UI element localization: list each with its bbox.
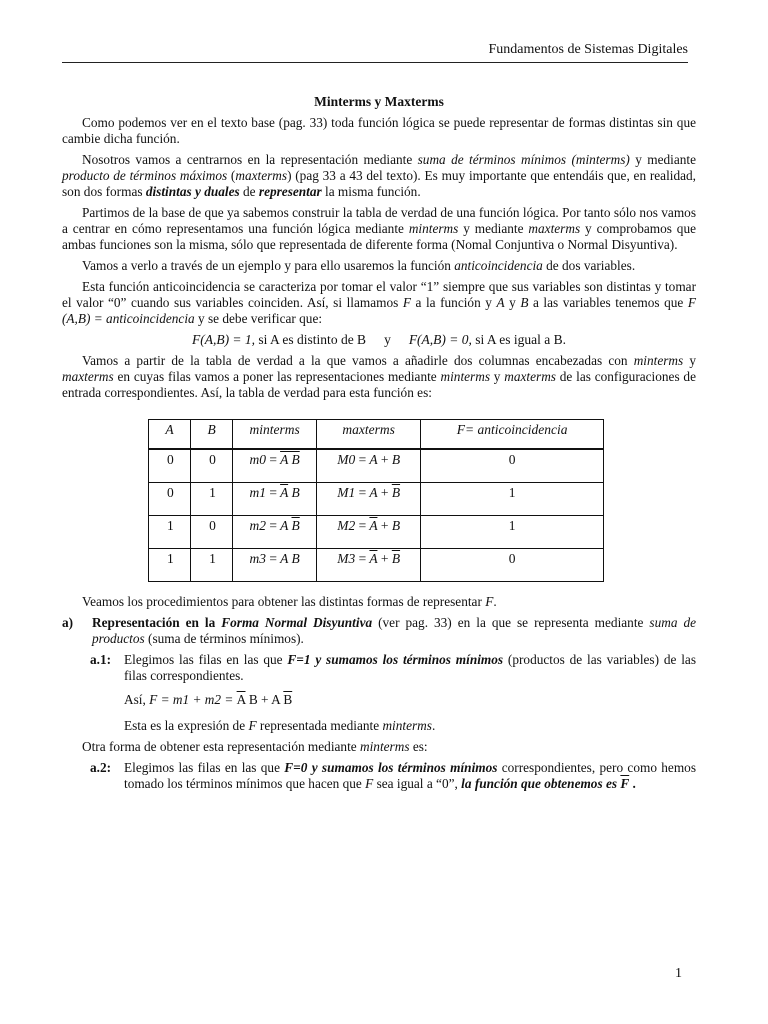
table-header-row [149,420,604,450]
table-row: 0 0 m0 = A B M0 = A + B 0 [149,449,604,483]
minterm-cell: m3 = A B [233,549,317,582]
truth-table [148,419,604,582]
paragraph-table-intro: Vamos a partir de la tabla de verdad a la que vamos a añadirle dos columnas encabezadas con minterms y maxterms en cuyas filas vamos a poner las representaciones mediante minterms y maxterms de las configuraciones de entrada correspondientes. Así, la tabla de verdad para esta función es: [62,353,696,400]
paragraph-intro: Como podemos ver en el texto base (pag. 33) toda función lógica se puede representar de formas distintas sin que cambie dicha función. [62,115,696,146]
paragraph-representation: Nosotros vamos a centrarnos en la representación mediante suma de términos mínimos (minterms) y mediante producto de términos máximos (maxterms) (pag 33 a 43 del texto). Es muy importante que entendáis que, en realidad, son dos formas distintas y duales de representar la misma función. [62,152,696,199]
page-header [62,42,688,63]
col-header-maxterms: maxterms [317,420,421,450]
paragraph-other-way: Otra forma de obtener esta representación mediante minterms es: [82,739,428,754]
sum-formula: Así, $F = m1 + m2 = \overline{A}$ B + A $\overline{B}$ [124,692,293,707]
paragraph-truth-table-base: Partimos de la base de que ya sabemos construir la tabla de verdad de una función lógica. Por tanto sólo nos vamos a centrar en cómo representamos una función lógica mediante minterms y mediante maxterms y comprobamos que ambas funciones son la misma, sólo que representada de diferente forma (Nomal Conjuntiva o Normal Disyuntiva). [62,205,697,252]
paragraph-anticoincidence: Esta función anticoincidencia se caracteriza por tomar el valor “1” siempre que sus variables son distintas y tomar el valor “0” cuando sus variables coinciden. Así, si llamamos F a la función y A y B a las variables tenemos que F (A,B) = anticoincidencia y se debe verificar que: [62,279,696,326]
anticoincidence-definition: F(A,B) = 1, si A es distinto de B y F(A,B) = 0, si A es igual a B. [191,332,567,347]
table-row: 1 1 m3 = A B $M3 = \overline{A} + \overline{B}$ 0 [149,549,604,582]
minterm-cell: $m1 = \overline{A}$ B [233,483,317,516]
document-body [62,94,696,797]
col-header-minterms: minterms [233,420,317,450]
minterm-expression-note: Esta es la expresión de F representada mediante minterms. [124,718,436,733]
col-header-b: B [191,420,233,450]
minterm-cell: m0 = A B [233,449,317,483]
table-row: 0 1 $m1 = \overline{A}$ B $M1 = A + \overline{B}$ 1 [149,483,604,516]
header-title: Fundamentos de Sistemas Digitales [488,42,688,57]
col-header-f: F= anticoincidencia [421,420,604,450]
subsection-a1: a.1: Elegimos las filas en las que F=1 y sumamos los términos mínimos (productos de las variables) de las filas correspondientes. [90,652,696,683]
section-title: Minterms y Maxterms [314,94,444,109]
maxterm-cell: $M1 = A + \overline{B}$ [317,483,421,516]
paragraph-example: Vamos a verlo a través de un ejemplo y para ello usaremos la función anticoincidencia de dos variables. [82,258,636,273]
paragraph-procedures: Veamos los procedimientos para obtener las distintas formas de representar F. [82,594,497,609]
maxterm-cell: $M3 = \overline{A} + \overline{B}$ [317,549,421,582]
minterm-cell: m2 = A $\overline{B}$ [233,516,317,549]
page-number: 1 [675,966,682,981]
table-row: 1 0 m2 = A $\overline{B}$ $M2 = \overline{A} + B$ 1 [149,516,604,549]
section-a-disjunctive: a) Representación en la Forma Normal Disyuntiva (ver pag. 33) en la que se representa mediante suma de productos (suma de términos mínimos). [62,615,697,646]
subsection-a2: a.2: Elegimos las filas en las que F=0 y sumamos los términos mínimos correspondientes, pero como hemos tomado los términos mínimos que hacen que F sea igual a “0”, la función que obtenemos es $\overline{F}$ . [90,760,696,791]
maxterm-cell: $M2 = \overline{A} + B$ [317,516,421,549]
maxterm-cell: M0 = A + B [317,449,421,483]
col-header-a: A [149,420,191,450]
